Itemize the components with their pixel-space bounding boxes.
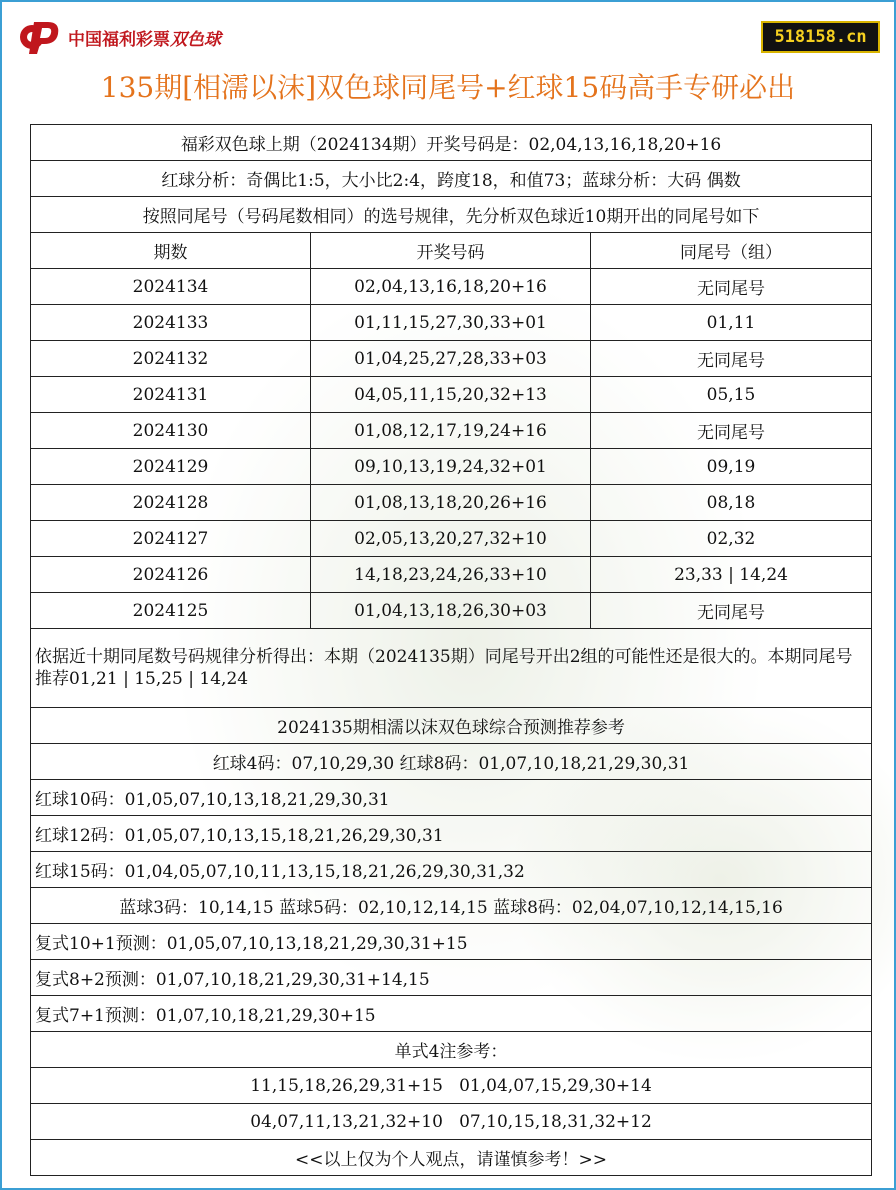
analysis-text: 红球分析：奇偶比1:5，大小比2:4，跨度18，和值73；蓝球分析：大码 偶数 <box>31 161 872 197</box>
numbers-cell: 01,04,13,18,26,30+03 <box>311 593 591 629</box>
same-tail-cell: 08,18 <box>591 485 872 521</box>
numbers-cell: 01,08,12,17,19,24+16 <box>311 413 591 449</box>
red-10-text: 红球10码：01,05,07,10,13,18,21,29,30,31 <box>31 780 872 816</box>
numbers-cell: 09,10,13,19,24,32+01 <box>311 449 591 485</box>
prediction-row <box>31 852 872 888</box>
issue-cell: 2024129 <box>31 449 311 485</box>
red-4-8-text: 红球4码：07,10,29,30 红球8码：01,07,10,18,21,29,30,31 <box>31 744 872 780</box>
prediction-row <box>31 1104 872 1140</box>
numbers-cell: 01,08,13,18,20,26+16 <box>311 485 591 521</box>
prediction-row <box>31 1032 872 1068</box>
table-header-row <box>31 233 872 269</box>
numbers-cell: 02,05,13,20,27,32+10 <box>311 521 591 557</box>
same-tail-cell: 无同尾号 <box>591 341 872 377</box>
conclusion-row <box>31 629 872 708</box>
issue-cell: 2024131 <box>31 377 311 413</box>
prediction-title: 2024135期相濡以沫双色球综合预测推荐参考 <box>31 708 872 744</box>
header-issue: 期数 <box>31 233 311 269</box>
welfare-lottery-logo-icon <box>18 18 64 56</box>
prediction-row <box>31 1068 872 1104</box>
same-tail-cell: 无同尾号 <box>591 593 872 629</box>
prediction-row <box>31 960 872 996</box>
table-row <box>31 377 872 413</box>
last-draw-text: 福彩双色球上期（2024134期）开奖号码是：02,04,13,16,18,20+16 <box>31 125 872 161</box>
issue-cell: 2024127 <box>31 521 311 557</box>
table-row <box>31 341 872 377</box>
same-tail-cell: 无同尾号 <box>591 413 872 449</box>
prediction-row <box>31 996 872 1032</box>
site-badge: 518158.cn <box>761 21 880 53</box>
issue-cell: 2024130 <box>31 413 311 449</box>
same-tail-cell: 01,11 <box>591 305 872 341</box>
numbers-cell: 01,04,25,27,28,33+03 <box>311 341 591 377</box>
prediction-row <box>31 924 872 960</box>
table-row <box>31 521 872 557</box>
fs-7-1-text: 复式7+1预测：01,07,10,18,21,29,30+15 <box>31 996 872 1032</box>
logo-text: 中国福利彩票双色球 <box>68 29 221 50</box>
single-title: 单式4注参考： <box>31 1032 872 1068</box>
same-tail-cell: 05,15 <box>591 377 872 413</box>
summary-row <box>31 161 872 197</box>
red-12-text: 红球12码：01,05,07,10,13,15,18,21,26,29,30,31 <box>31 816 872 852</box>
table-row <box>31 449 872 485</box>
numbers-cell: 02,04,13,16,18,20+16 <box>311 269 591 305</box>
prediction-row <box>31 888 872 924</box>
issue-cell: 2024132 <box>31 341 311 377</box>
table-row <box>31 305 872 341</box>
issue-cell: 2024126 <box>31 557 311 593</box>
single-1-text: 11,15,18,26,29,31+15 01,04,07,15,29,30+14 <box>31 1068 872 1104</box>
page-title: 135期[相濡以沫]双色球同尾号+红球15码高手专研必出 <box>100 71 796 104</box>
single-2-text: 04,07,11,13,21,32+10 07,10,15,18,31,32+12 <box>31 1104 872 1140</box>
header-same-tail: 同尾号（组） <box>591 233 872 269</box>
conclusion-text: 依据近十期同尾数号码规律分析得出：本期（2024135期）同尾号开出2组的可能性还是很大的。本期同尾号推荐01,21 | 15,25 | 14,24 <box>31 629 872 708</box>
numbers-cell: 14,18,23,24,26,33+10 <box>311 557 591 593</box>
rule-text: 按照同尾号（号码尾数相同）的选号规律，先分析双色球近10期开出的同尾号如下 <box>31 197 872 233</box>
logo-ssq: 双色球 <box>170 29 221 50</box>
table-row <box>31 593 872 629</box>
table-row <box>31 413 872 449</box>
issue-cell: 2024128 <box>31 485 311 521</box>
prediction-title-row <box>31 708 872 744</box>
table-row <box>31 269 872 305</box>
summary-row <box>31 125 872 161</box>
table-row <box>31 557 872 593</box>
numbers-cell: 04,05,11,15,20,32+13 <box>311 377 591 413</box>
issue-cell: 2024134 <box>31 269 311 305</box>
same-tail-cell: 09,19 <box>591 449 872 485</box>
prediction-row <box>31 816 872 852</box>
red-15-text: 红球15码：01,04,05,07,10,11,13,15,18,21,26,29,30,31,32 <box>31 852 872 888</box>
logo <box>18 18 221 56</box>
same-tail-cell: 02,32 <box>591 521 872 557</box>
prediction-row <box>31 780 872 816</box>
disclaimer-row <box>31 1140 872 1176</box>
blue-text: 蓝球3码：10,14,15 蓝球5码：02,10,12,14,15 蓝球8码：02,04,07,10,12,14,15,16 <box>31 888 872 924</box>
issue-cell: 2024133 <box>31 305 311 341</box>
summary-row <box>31 197 872 233</box>
same-tail-cell: 无同尾号 <box>591 269 872 305</box>
header-numbers: 开奖号码 <box>311 233 591 269</box>
numbers-cell: 01,11,15,27,30,33+01 <box>311 305 591 341</box>
disclaimer-text: <<以上仅为个人观点，请谨慎参考！>> <box>31 1140 872 1176</box>
fs-10-1-text: 复式10+1预测：01,05,07,10,13,18,21,29,30,31+15 <box>31 924 872 960</box>
table-row <box>31 485 872 521</box>
same-tail-cell: 23,33 | 14,24 <box>591 557 872 593</box>
header <box>0 0 896 126</box>
lottery-table <box>30 124 872 1176</box>
issue-cell: 2024125 <box>31 593 311 629</box>
fs-8-2-text: 复式8+2预测：01,07,10,18,21,29,30,31+14,15 <box>31 960 872 996</box>
prediction-row <box>31 744 872 780</box>
